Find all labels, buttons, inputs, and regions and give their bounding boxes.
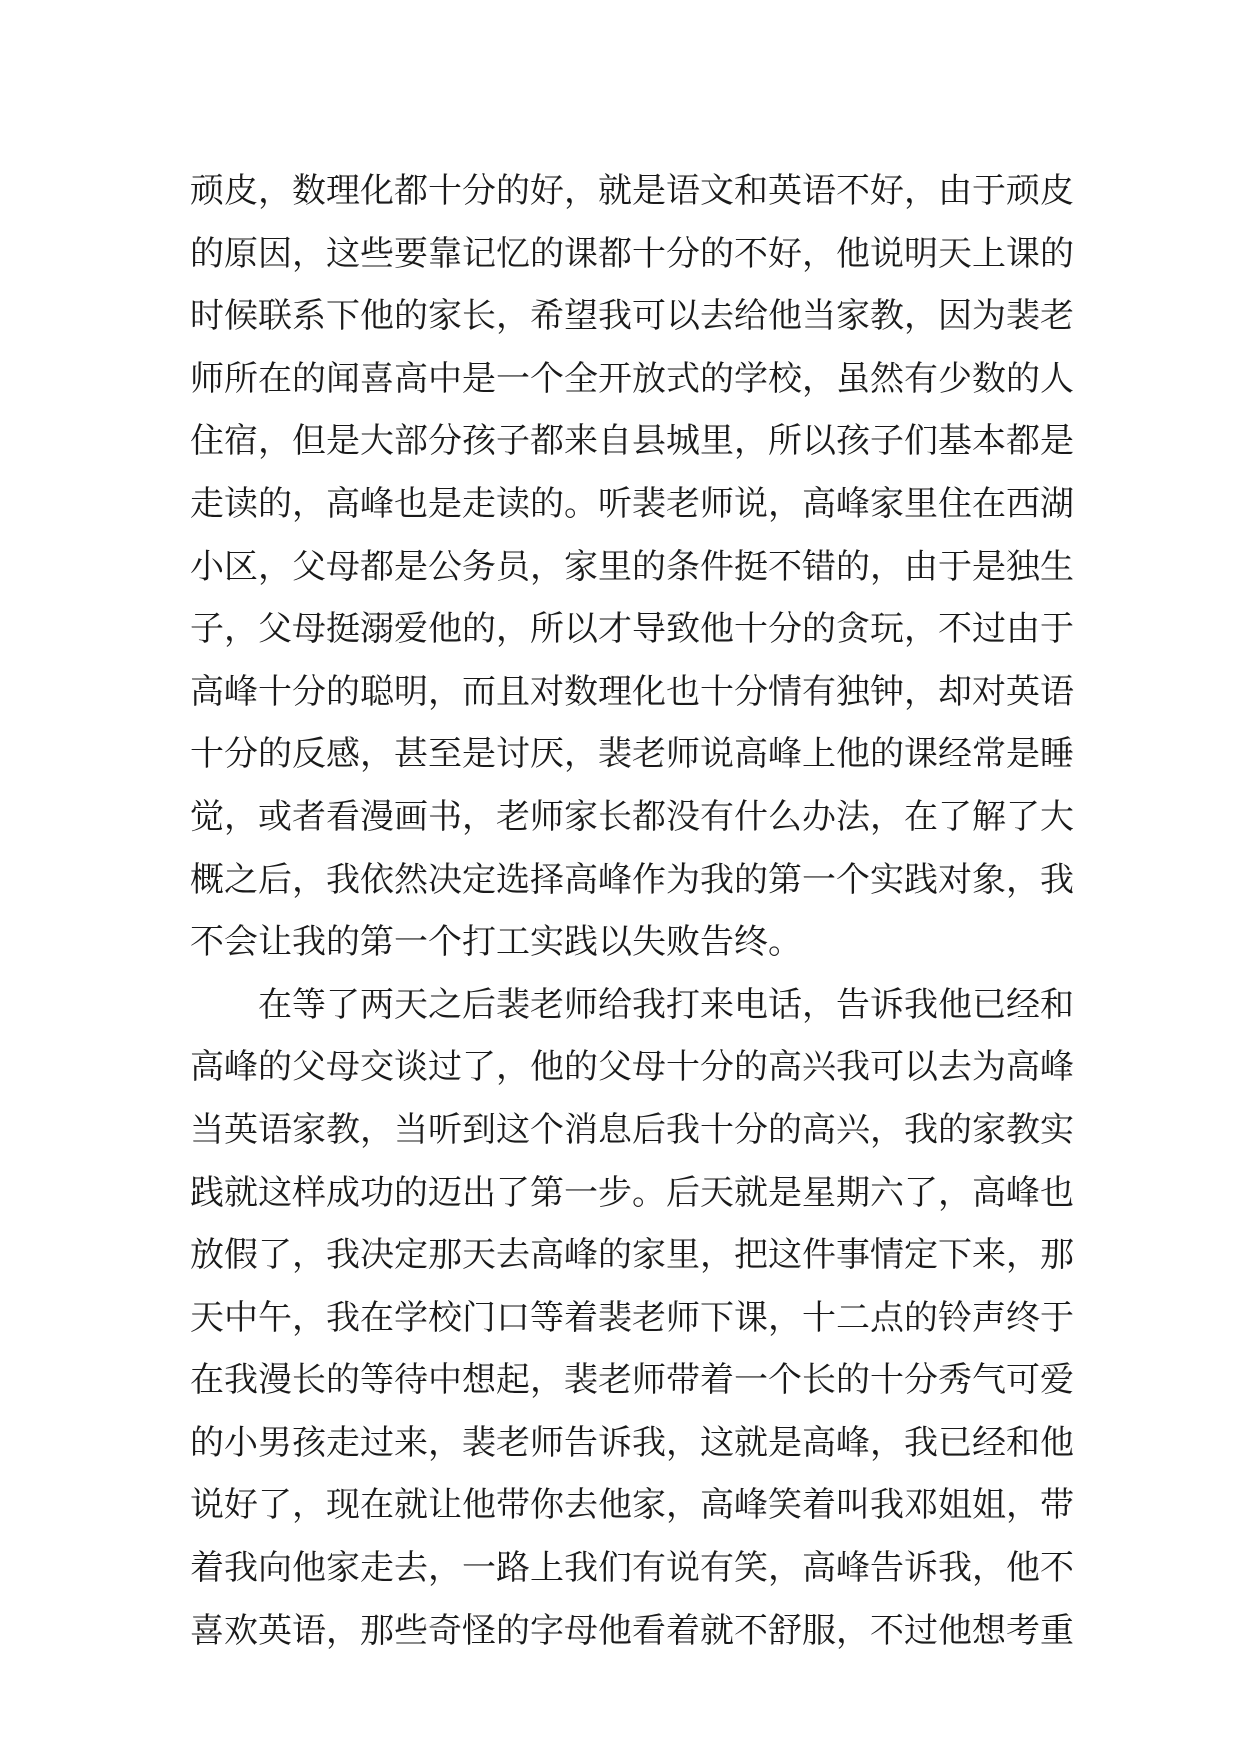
text-line: 觉，或者看漫画书，老师家长都没有什么办法，在了解了大 [190, 796, 1074, 837]
text-line: 在等了两天之后裴老师给我打来电话，告诉我他已经和 [258, 984, 1074, 1025]
text-line: 的原因，这些要靠记忆的课都十分的不好，他说明天上课的 [190, 233, 1074, 274]
text-line: 喜欢英语，那些奇怪的字母他看着就不舒服，不过他想考重 [190, 1610, 1074, 1651]
body-text [190, 160, 1074, 1662]
text-line: 说好了，现在就让他带你去他家，高峰笑着叫我邓姐姐，带 [190, 1485, 1074, 1526]
paragraph-2 [190, 974, 1074, 1663]
text-line: 当英语家教，当听到这个消息后我十分的高兴，我的家教实 [190, 1109, 1074, 1150]
text-line: 天中午，我在学校门口等着裴老师下课，十二点的铃声终于 [190, 1297, 1074, 1338]
paragraph-1 [190, 160, 1074, 974]
text-line: 高峰的父母交谈过了，他的父母十分的高兴我可以去为高峰 [190, 1047, 1074, 1088]
text-line: 小区，父母都是公务员，家里的条件挺不错的，由于是独生 [190, 546, 1074, 587]
text-line: 践就这样成功的迈出了第一步。后天就是星期六了，高峰也 [190, 1172, 1074, 1213]
text-line: 概之后，我依然决定选择高峰作为我的第一个实践对象，我 [190, 859, 1074, 900]
text-line: 时候联系下他的家长，希望我可以去给他当家教，因为裴老 [190, 296, 1074, 337]
text-line: 的小男孩走过来，裴老师告诉我，这就是高峰，我已经和他 [190, 1422, 1074, 1463]
text-line: 顽皮，数理化都十分的好，就是语文和英语不好，由于顽皮 [190, 171, 1074, 211]
text-line: 高峰十分的聪明，而且对数理化也十分情有独钟，却对英语 [190, 671, 1074, 712]
text-line: 十分的反感，甚至是讨厌，裴老师说高峰上他的课经常是睡 [190, 734, 1074, 775]
text-line: 住宿，但是大部分孩子都来自县城里，所以孩子们基本都是 [190, 421, 1074, 462]
text-line: 子，父母挺溺爱他的，所以才导致他十分的贪玩，不过由于 [190, 609, 1074, 650]
text-line: 着我向他家走去，一路上我们有说有笑，高峰告诉我，他不 [190, 1548, 1074, 1589]
text-line: 不会让我的第一个打工实践以失败告终。 [190, 922, 802, 963]
text-line: 在我漫长的等待中想起，裴老师带着一个长的十分秀气可爱 [190, 1360, 1074, 1401]
text-line: 师所在的闻喜高中是一个全开放式的学校，虽然有少数的人 [190, 358, 1074, 399]
text-line: 走读的，高峰也是走读的。听裴老师说，高峰家里住在西湖 [190, 483, 1074, 524]
text-line: 放假了，我决定那天去高峰的家里，把这件事情定下来，那 [190, 1235, 1074, 1276]
